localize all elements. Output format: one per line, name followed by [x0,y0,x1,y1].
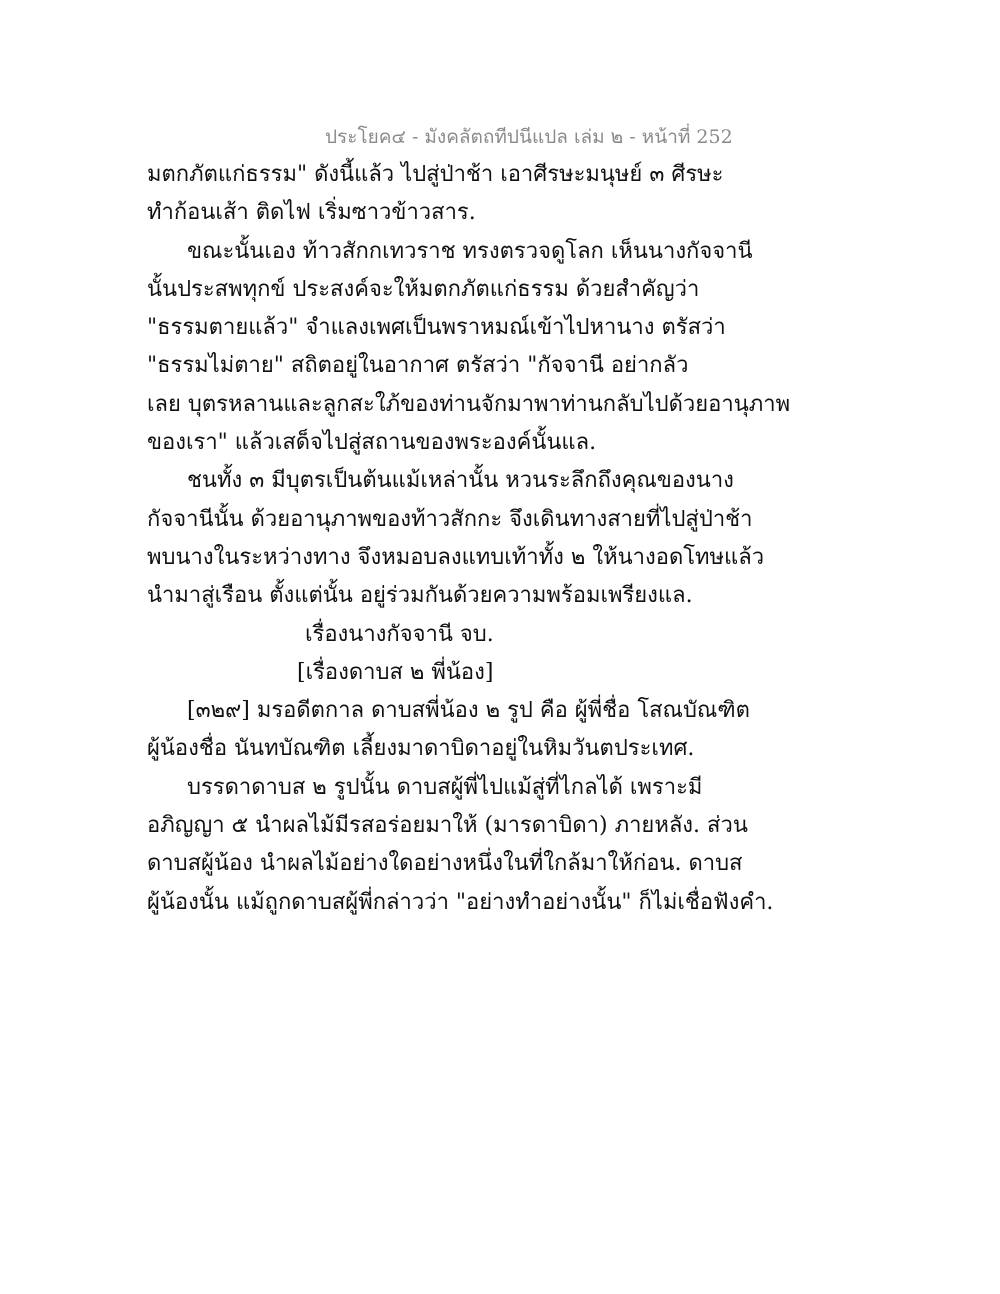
text-line: ดาบสผู้น้อง นำผลไม้อย่างใดอย่างหนึ่งในที่ใกล้มาให้ก่อน. ดาบส [147,851,743,877]
text-line: "ธรรมไม่ตาย" สถิตอยู่ในอากาศ ตรัสว่า "กัจจานี อย่ากลัว [147,353,689,379]
text-line: นั้นประสพทุกข์ ประสงค์จะให้มตกภัตแก่ธรรม ด้วยสำคัญว่า [147,276,700,302]
story-title: [เรื่องดาบส ๒ พี่น้อง] [297,659,494,685]
text-line: มตกภัตแก่ธรรม" ดังนี้แล้ว ไปสู่ป่าช้า เอาศีรษะมนุษย์ ๓ ศีรษะ [147,162,724,187]
text-line: "ธรรมตายแล้ว" จำแลงเพศเป็นพราหมณ์เข้าไปหานาง ตรัสว่า [147,315,726,341]
text-line: ทำก้อนเส้า ติดไฟ เริ่มซาวข้าวสาร. [147,200,476,226]
text-line: พบนางในระหว่างทาง จึงหมอบลงแทบเท้าทั้ง ๒ ให้นางอดโทษแล้ว [147,544,765,570]
text-line: กัจจานีนั้น ด้วยอานุภาพของท้าวสักกะ จึงเดินทางสายที่ไปสู่ป่าช้า [147,506,753,532]
text-line: ผู้น้องนั้น แม้ถูกดาบสผู้พี่กล่าวว่า "อย่างทำอย่างนั้น" ก็ไม่เชื่อฟังคำ. [147,889,774,915]
text-line: ผู้น้องชื่อ นันทบัณฑิต เลี้ยงมาดาบิดาอยู่ในหิมวันตประเทศ. [147,736,695,762]
story-end-line: เรื่องนางกัจจานี จบ. [305,621,494,647]
body-text [147,156,791,922]
text-line: ของเรา" แล้วเสด็จไปสู่สถานของพระองค์นั้นแล. [147,430,597,456]
text-line: นำมาสู่เรือน ตั้งแต่นั้น อยู่ร่วมกันด้วยความพร้อมเพรียงแล. [147,583,693,609]
text-line: บรรดาดาบส ๒ รูปนั้น ดาบสผู้พี่ไปแม้สู่ที่ไกลได้ เพราะมี [187,774,703,800]
text-line: เลย บุตรหลานและลูกสะใภ้ของท่านจักมาพาท่านกลับไปด้วยอานุภาพ [147,391,791,417]
text-line: อภิญญา ๕ นำผลไม้มีรสอร่อยมาให้ (มารดาบิดา) ภายหลัง. ส่วน [147,813,748,839]
text-line: ชนทั้ง ๓ มีบุตรเป็นต้นแม้เหล่านั้น หวนระลึกถึงคุณของนาง [187,468,734,494]
text-line: [๓๒๙] มรอดีตกาล ดาบสพี่น้อง ๒ รูป คือ ผู้พี่ชื่อ โสณบัณฑิต [187,698,750,724]
running-header: ประโยค๔ - มังคลัตถทีปนีแปล เล่ม ๒ - หน้าที่ 252 [325,126,733,148]
text-line: ขณะนั้นเอง ท้าวสักกเทวราช ทรงตรวจดูโลก เห็นนางกัจจานี [187,238,753,264]
